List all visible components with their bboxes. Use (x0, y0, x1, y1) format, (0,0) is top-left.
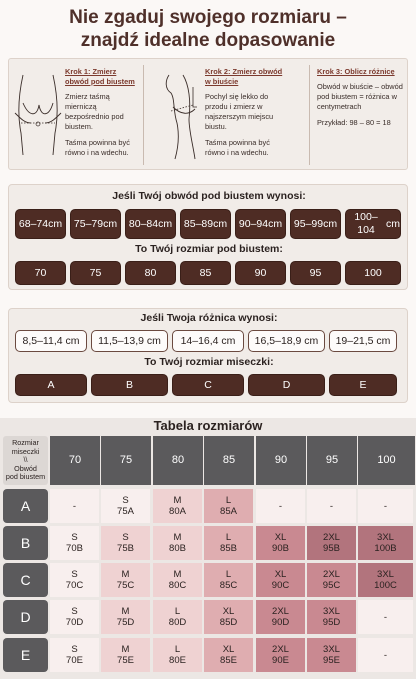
size-cell (256, 638, 305, 672)
band-range-pill-text: cm (386, 217, 400, 230)
band-size-pill-text: 100 (364, 266, 382, 279)
size-cell-text: 70B (66, 543, 83, 554)
band-range-pill-text: cm (268, 217, 283, 230)
size-cell (358, 526, 413, 560)
band-size-pill (70, 261, 121, 285)
measurement-steps (8, 58, 408, 170)
size-cell-text: - (278, 500, 283, 512)
size-cell-text: 70E (66, 655, 83, 666)
size-cell-text: L (225, 495, 232, 506)
size-cell-text: S (71, 606, 78, 617)
cup-range-row (15, 330, 397, 352)
band-label: Jeśli Twój obwód pod biustem wynosi: (112, 190, 306, 202)
size-cell (50, 526, 99, 560)
band-size-pill (125, 261, 176, 285)
band-size-pill (15, 261, 66, 285)
size-cell-text: 3XL (323, 606, 340, 617)
size-cell-text: XL (222, 606, 235, 617)
size-cell-text: 80C (168, 580, 187, 591)
size-cell-text: XL (274, 569, 287, 580)
size-cell-text: 2XL (323, 569, 340, 580)
size-cell-text: 70D (65, 617, 84, 628)
cup-letter-pill-text: E (359, 378, 367, 391)
row-header-A-text: A (20, 497, 31, 514)
band-range-pill-text: 95–99 (293, 217, 324, 230)
size-cell (358, 638, 413, 672)
cup-letter-pill (329, 374, 397, 396)
size-cell-text: XL (274, 532, 287, 543)
size-cell-text: 3XL (377, 532, 394, 543)
size-cell-text: 75E (117, 655, 134, 666)
size-cell-text: L (174, 644, 181, 655)
size-cell-text: 100B (374, 543, 397, 554)
size-cell-text: 80A (169, 506, 186, 517)
band-range-pill-text: cm (213, 217, 228, 230)
band-range-pill (15, 209, 66, 239)
column-header-80-text: 80 (171, 454, 185, 466)
size-cell (50, 563, 99, 597)
size-cell-text: - (72, 500, 77, 512)
row-header-B (3, 526, 48, 560)
size-cell (50, 600, 99, 634)
table-corner-header-text: Obwód (14, 463, 37, 473)
column-header-95-text: 95 (325, 454, 339, 466)
size-cell-text: M (173, 532, 182, 543)
size-cell-text: - (383, 649, 388, 661)
band-size-row (15, 261, 401, 285)
size-cell-text: 80E (169, 655, 186, 666)
size-cell-text: S (71, 532, 78, 543)
size-cell (204, 563, 253, 597)
title-line-2: znajdź idealne dopasowanie (80, 30, 336, 51)
size-cell-text: 85A (220, 506, 237, 517)
column-header-90 (256, 436, 306, 485)
cup-result-label: To Twój rozmiar miseczki: (144, 356, 274, 368)
size-cell-text: 85C (219, 580, 238, 591)
size-cell (204, 600, 253, 634)
row-header-B-text: B (20, 534, 31, 551)
size-cell (101, 563, 150, 597)
band-range-pill-text: 75–79 (73, 217, 104, 230)
column-header-80 (153, 436, 203, 485)
table-corner-header (3, 436, 48, 485)
band-range-pill (70, 209, 121, 239)
divider (309, 65, 310, 165)
cup-letter-pill-text: D (282, 378, 291, 391)
title-line-1: Nie zgaduj swojego rozmiaru – (69, 7, 347, 28)
column-header-90-text: 90 (274, 454, 288, 466)
step-2: Krok 2: Zmierz obwód w biuście Pochyl się lekko do przodu i zmierz w najszerszym miejscu biustu. Taśma powinna być równo i na wdechu. (205, 67, 283, 157)
band-size-pill-text: 90 (254, 266, 267, 279)
size-cell-text: S (71, 644, 78, 655)
band-size-pill-text: 75 (89, 266, 102, 279)
cup-letter-pill-text: A (47, 378, 55, 391)
size-cell-text: 2XL (323, 532, 340, 543)
size-cell-text: 75D (116, 617, 135, 628)
size-cell (204, 489, 253, 523)
size-cell-text: 90D (271, 617, 290, 628)
band-range-pill-text: 80–84 (128, 217, 159, 230)
table-corner-header-text: pod biustem (5, 472, 46, 482)
band-range-pill (290, 209, 341, 239)
table-corner-header-text: miseczki (11, 446, 40, 456)
table-corner-header-text: Rozmiar (12, 438, 39, 448)
divider (143, 65, 144, 165)
row-header-D-text: D (20, 608, 31, 625)
size-cell (307, 526, 356, 560)
size-cell (101, 526, 150, 560)
cup-size-panel (8, 308, 408, 403)
row-header-C-text: C (20, 571, 31, 588)
cup-range-pill (172, 330, 244, 352)
size-cell-text: M (121, 606, 130, 617)
cup-range-pill (329, 330, 397, 352)
step-3: Krok 3: Oblicz różnicę Obwód w biuście – obwód pod biustem = różnica w centymetrach Przykład: 98 – 80 = 18 (317, 67, 403, 127)
size-cell (153, 563, 202, 597)
column-header-75-text: 75 (119, 454, 133, 466)
band-range-pill-text: cm (323, 217, 338, 230)
cup-range-pill-text: 16,5–18,9 cm (254, 334, 319, 347)
cup-range-pill (91, 330, 168, 352)
row-header-A (3, 489, 48, 523)
band-range-pill-text: cm (103, 217, 118, 230)
cup-range-pill-text: 14–16,4 cm (180, 334, 236, 347)
size-cell (153, 600, 202, 634)
column-header-85-text: 85 (222, 454, 236, 466)
size-cell-text: 90C (271, 580, 290, 591)
band-size-pill (235, 261, 286, 285)
size-cell-text: S (122, 495, 129, 506)
cup-range-pill (248, 330, 325, 352)
size-cell (153, 638, 202, 672)
cup-letter-pill-text: C (204, 378, 212, 391)
cup-letter-row (15, 374, 397, 396)
size-cell (256, 489, 305, 523)
column-header-100 (358, 436, 415, 485)
band-range-row (15, 209, 401, 239)
band-size-pill-text: 95 (309, 266, 322, 279)
band-size-pill (180, 261, 231, 285)
row-header-E (3, 638, 48, 672)
band-range-pill-text: cm (48, 217, 63, 230)
size-cell-text: 100C (374, 580, 397, 591)
band-range-pill (345, 209, 401, 239)
row-header-C (3, 563, 48, 597)
size-cell-text: 95B (323, 543, 340, 554)
band-range-pill-text: 100–104 (354, 211, 378, 236)
cup-letter-pill-text: B (125, 378, 133, 391)
size-cell-text: - (329, 500, 334, 512)
size-cell (50, 638, 99, 672)
size-cell-text: 95C (322, 580, 341, 591)
size-table-title: Tabela rozmiarów (153, 418, 263, 433)
band-range-pill-text: 90–94 (238, 217, 269, 230)
size-cell-text: L (174, 606, 181, 617)
size-cell (358, 600, 413, 634)
cup-range-pill-text: 11,5–13,9 cm (98, 334, 161, 347)
cup-letter-pill (15, 374, 87, 396)
band-range-pill (180, 209, 231, 239)
size-cell-text: 75B (117, 543, 134, 554)
size-cell (101, 600, 150, 634)
size-cell (101, 489, 150, 523)
band-range-pill-text: 68–74 (18, 217, 49, 230)
size-cell-text: 85E (220, 655, 237, 666)
size-cell (153, 526, 202, 560)
band-range-pill (125, 209, 176, 239)
band-size-pill (345, 261, 401, 285)
size-cell-text: M (121, 644, 130, 655)
size-cell-text: 90E (272, 655, 289, 666)
size-cell-text: - (383, 500, 388, 512)
size-cell-text: 2XL (272, 606, 289, 617)
size-cell (256, 563, 305, 597)
size-cell-text: M (173, 495, 182, 506)
band-size-pill-text: 70 (34, 266, 47, 279)
size-cell-text: 3XL (377, 569, 394, 580)
band-size-pill-text: 85 (199, 266, 212, 279)
size-cell (204, 526, 253, 560)
cup-range-pill-text: 8,5–11,4 cm (22, 334, 80, 347)
size-cell-text: L (225, 569, 232, 580)
band-range-pill-text: 85–89 (183, 217, 214, 230)
row-header-E-text: E (20, 646, 31, 663)
table-corner-header-text: \\ (23, 455, 28, 465)
size-cell-text: 80B (169, 543, 186, 554)
size-cell (307, 600, 356, 634)
size-cell-text: 3XL (323, 644, 340, 655)
cup-label: Jeśli Twoja różnica wynosi: (140, 312, 278, 324)
size-cell-text: M (121, 569, 130, 580)
size-cell-text: M (173, 569, 182, 580)
cup-range-pill (15, 330, 87, 352)
measure-underbust-illustration-icon (13, 73, 63, 157)
size-cell-text: - (383, 611, 388, 623)
size-cell (204, 638, 253, 672)
row-header-D (3, 600, 48, 634)
size-cell (307, 563, 356, 597)
size-cell (358, 489, 413, 523)
cup-range-pill-text: 19–21,5 cm (335, 334, 391, 347)
size-cell (50, 489, 99, 523)
column-header-70 (50, 436, 100, 485)
size-cell-text: 95E (323, 655, 340, 666)
column-header-75 (101, 436, 151, 485)
size-cell-text: 90B (272, 543, 289, 554)
size-cell-text: 85D (219, 617, 238, 628)
column-header-85 (204, 436, 254, 485)
column-header-70-text: 70 (68, 454, 82, 466)
size-cell (358, 563, 413, 597)
size-cell-text: 75A (117, 506, 134, 517)
size-cell-text: L (225, 532, 232, 543)
band-size-pill-text: 80 (144, 266, 157, 279)
cup-letter-pill (91, 374, 168, 396)
column-header-95 (307, 436, 357, 485)
size-cell (307, 638, 356, 672)
size-cell-text: S (71, 569, 78, 580)
size-cell-text: 75C (116, 580, 135, 591)
size-cell-text: 95D (322, 617, 341, 628)
step-1: Krok 1: Zmierz obwód pod biustem Zmierz taśmą mierniczą bezpośrednio pod biustem. Taśma powinna być równo i na wdechu. (65, 67, 135, 157)
size-cell (256, 600, 305, 634)
cup-letter-pill (248, 374, 325, 396)
band-size-panel (8, 184, 408, 290)
size-cell-text: XL (222, 644, 235, 655)
size-cell (256, 526, 305, 560)
measure-bust-illustration-icon (149, 71, 203, 161)
size-cell-text: 70C (65, 580, 84, 591)
column-header-100-text: 100 (377, 454, 396, 466)
band-size-pill (290, 261, 341, 285)
band-range-pill (235, 209, 286, 239)
size-cell-text: 85B (220, 543, 237, 554)
band-range-pill-text: cm (158, 217, 173, 230)
band-result-label: To Twój rozmiar pod biustem: (135, 243, 283, 255)
size-cell-text: S (122, 532, 129, 543)
size-cell (153, 489, 202, 523)
size-cell (307, 489, 356, 523)
size-cell (101, 638, 150, 672)
size-cell-text: 2XL (272, 644, 289, 655)
size-cell-text: 80D (168, 617, 187, 628)
cup-letter-pill (172, 374, 244, 396)
